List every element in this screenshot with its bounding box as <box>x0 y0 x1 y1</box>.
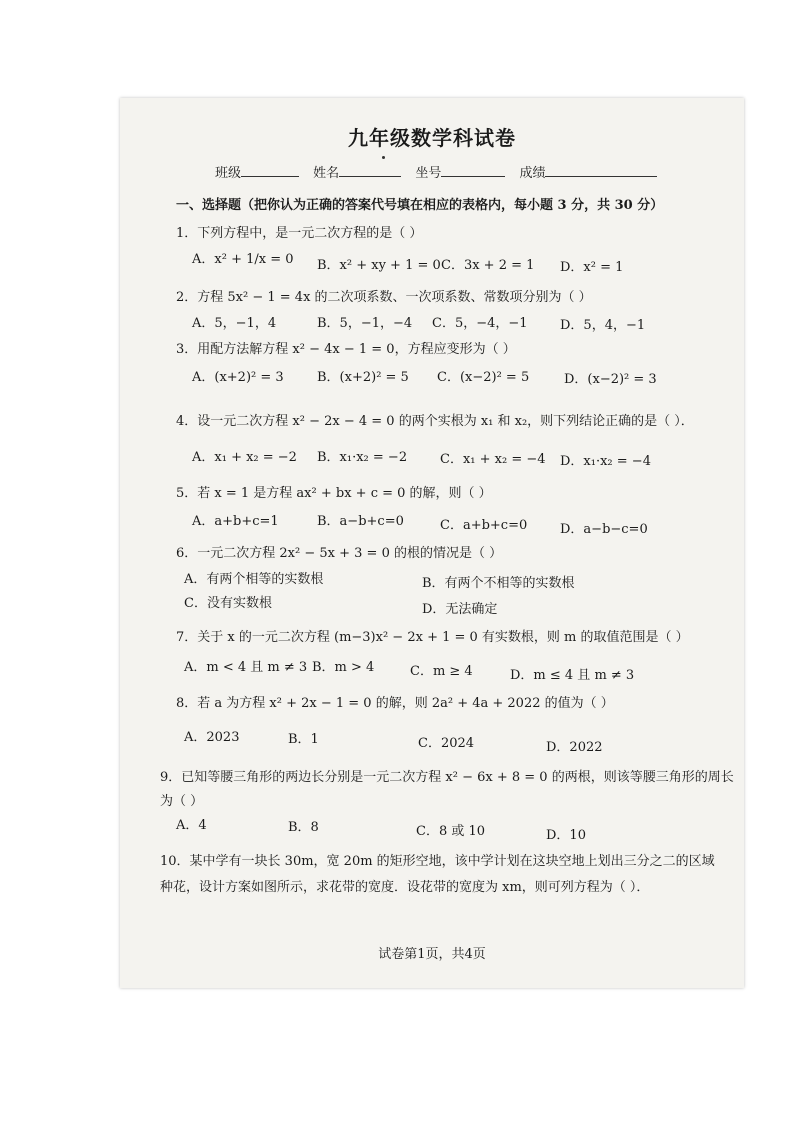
page-footer: 试卷第1页，共4页 <box>378 947 486 962</box>
q5-option-a[interactable]: A．a+b+c=1 <box>192 514 279 529</box>
question-3-options <box>192 366 712 388</box>
class-label: 班级 <box>215 166 242 181</box>
q8-option-b[interactable]: B．1 <box>288 732 319 747</box>
q9-option-c[interactable]: C．8 或 10 <box>416 824 486 839</box>
question-1-options <box>192 248 712 276</box>
q3-option-a[interactable]: A．(x+2)² = 3 <box>192 370 284 385</box>
q4-option-c[interactable]: C．x₁ + x₂ = −4 <box>440 452 546 467</box>
q2-option-a[interactable]: A．5，−1，4 <box>192 316 277 331</box>
q5-option-c[interactable]: C．a+b+c=0 <box>440 518 528 533</box>
seat-blank[interactable] <box>441 164 505 177</box>
question-9-stem-cont: 为（ ） <box>160 794 204 809</box>
question-2-options <box>192 312 712 332</box>
question-9-stem: 9．已知等腰三角形的两边长分别是一元二次方程 x² − 6x + 8 = 0 的两根，则该等腰三角形的周长 <box>160 770 734 785</box>
question-4-stem: 4．设一元二次方程 x² − 2x − 4 = 0 的两个实根为 x₁ 和 x₂，则下列结论正确的是（ ）． <box>176 414 694 429</box>
q8-option-d[interactable]: D．2022 <box>546 740 603 755</box>
q2-option-d[interactable]: D．5，4，−1 <box>560 318 646 333</box>
name-label: 姓名 <box>313 166 340 181</box>
q1-option-a[interactable] <box>192 248 294 267</box>
question-7-stem: 7．关于 x 的一元二次方程 (m−3)x² − 2x + 1 = 0 有实数根，则 m 的取值范围是（ ） <box>176 630 689 645</box>
q6-option-d[interactable]: D．无法确定 <box>422 602 498 617</box>
q7-option-a[interactable]: A．m < 4 且 m ≠ 3 <box>184 660 308 675</box>
q5-option-b[interactable]: B．a−b+c=0 <box>317 514 404 529</box>
exam-title: 九年级数学科试卷 <box>348 126 516 150</box>
q1-option-c[interactable]: C．3x + 2 = 1 <box>441 258 535 273</box>
question-8-options <box>184 726 704 755</box>
q4-option-d[interactable]: D．x₁·x₂ = −4 <box>560 454 651 469</box>
question-6-options <box>184 568 704 618</box>
q8-option-c[interactable]: C．2024 <box>418 736 475 751</box>
question-7-options <box>184 656 704 683</box>
q9-option-d[interactable]: D．10 <box>546 828 586 843</box>
question-4-options <box>192 446 712 468</box>
question-2-stem: 2．方程 5x² − 1 = 4x 的二次项系数、一次项系数、常数项分别为（ ） <box>176 290 592 305</box>
question-5-stem: 5．若 x = 1 是方程 ax² + bx + c = 0 的解，则（ ） <box>176 486 492 501</box>
q8-option-a[interactable]: A．2023 <box>184 730 240 745</box>
q2-option-b[interactable]: B．5，−1，−4 <box>317 316 413 331</box>
section-heading: 一、选择题（把你认为正确的答案代号填在相应的表格内，每小题 3 分，共 30 分） <box>176 198 664 213</box>
q5-option-d[interactable]: D．a−b−c=0 <box>560 522 648 537</box>
q9-option-a[interactable]: A．4 <box>176 818 207 833</box>
q2-option-c[interactable]: C．5，−4，−1 <box>432 316 528 331</box>
score-label: 成绩 <box>519 166 546 181</box>
q4-option-b[interactable]: B．x₁·x₂ = −2 <box>317 450 408 465</box>
question-9-options <box>176 814 706 843</box>
score-blank[interactable] <box>545 164 657 177</box>
q1-option-d[interactable]: D．x² = 1 <box>560 260 624 275</box>
student-info-line <box>215 162 667 181</box>
question-3-stem: 3．用配方法解方程 x² − 4x − 1 = 0，方程应变形为（ ） <box>176 342 516 357</box>
class-blank[interactable] <box>241 164 299 177</box>
q9-option-b[interactable]: B．8 <box>288 820 319 835</box>
q3-option-b[interactable]: B．(x+2)² = 5 <box>317 370 409 385</box>
seat-label: 坐号 <box>415 166 442 181</box>
q7-option-d[interactable]: D．m ≤ 4 且 m ≠ 3 <box>510 668 635 683</box>
q6-option-b[interactable]: B．有两个不相等的实数根 <box>422 576 575 591</box>
question-1-stem: 1．下列方程中，是一元二次方程的是（ ） <box>176 226 423 241</box>
q4-option-a[interactable]: A．x₁ + x₂ = −2 <box>192 450 297 465</box>
q7-option-b[interactable]: B．m > 4 <box>312 660 375 675</box>
question-5-options <box>192 510 712 537</box>
question-10-stem-cont: 种花，设计方案如图所示，求花带的宽度．设花带的宽度为 xm，则可列方程为（ ）． <box>160 880 650 895</box>
q3-option-c[interactable]: C．(x−2)² = 5 <box>437 370 530 385</box>
q3-option-d[interactable]: D．(x−2)² = 3 <box>564 372 657 387</box>
q7-option-c[interactable]: C．m ≥ 4 <box>410 664 473 679</box>
exam-sheet <box>120 98 744 988</box>
question-6-stem: 6．一元二次方程 2x² − 5x + 3 = 0 的根的情况是（ ） <box>176 546 503 561</box>
q1-option-b[interactable]: B．x² + xy + 1 = 0 <box>317 258 441 273</box>
question-8-stem: 8．若 a 为方程 x² + 2x − 1 = 0 的解，则 2a² + 4a + 2022 的值为（ ） <box>176 696 614 711</box>
q6-option-c[interactable]: C．没有实数根 <box>184 596 272 611</box>
name-blank[interactable] <box>339 164 401 177</box>
ink-dot <box>382 156 385 159</box>
q1-option-a-label: A．x² + 1/x = 0 <box>192 252 294 267</box>
question-10-stem: 10．某中学有一块长 30m，宽 20m 的矩形空地，该中学计划在这块空地上划出三分之二的区域 <box>160 854 715 869</box>
q6-option-a[interactable]: A．有两个相等的实数根 <box>184 572 324 587</box>
